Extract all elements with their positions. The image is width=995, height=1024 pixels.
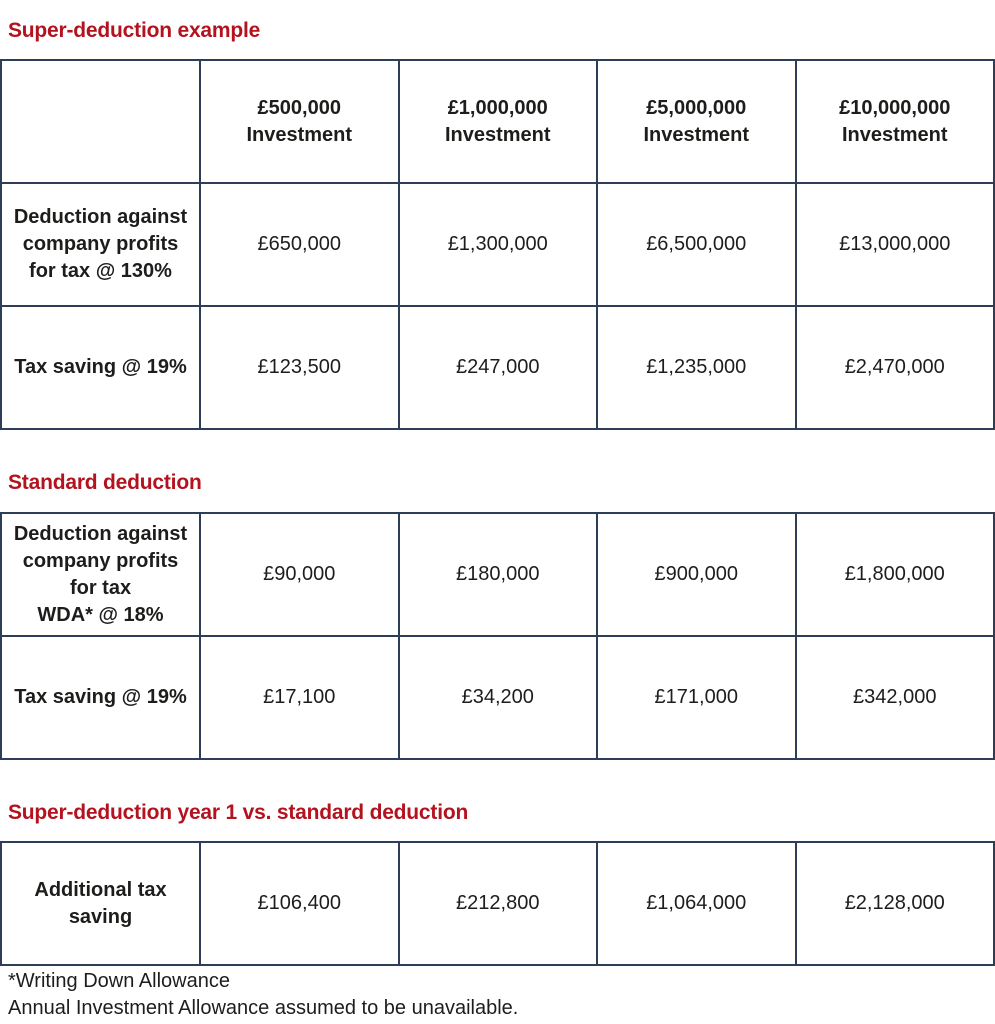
table-cell: £1,300,000 bbox=[399, 183, 598, 306]
table-row bbox=[1, 183, 994, 306]
table-cell: £247,000 bbox=[399, 306, 598, 429]
row-label: Additional tax saving bbox=[1, 842, 200, 965]
table-cell: £180,000 bbox=[399, 513, 598, 636]
column-header: £1,000,000 Investment bbox=[399, 60, 598, 183]
table-cell: £2,128,000 bbox=[796, 842, 995, 965]
row-label: Deduction against company profits for tax WDA* @ 18% bbox=[1, 513, 200, 636]
table-cell: £342,000 bbox=[796, 636, 995, 759]
column-header: £10,000,000 Investment bbox=[796, 60, 995, 183]
table-cell: £1,800,000 bbox=[796, 513, 995, 636]
section-heading-super-deduction-example: Super-deduction example bbox=[8, 19, 261, 42]
table-cell: £90,000 bbox=[200, 513, 399, 636]
table-cell: £171,000 bbox=[597, 636, 796, 759]
table-row bbox=[1, 636, 994, 759]
standard-deduction-table bbox=[0, 512, 995, 760]
super-deduction-table bbox=[0, 59, 995, 430]
table-cell: £13,000,000 bbox=[796, 183, 995, 306]
section-heading-comparison: Super-deduction year 1 vs. standard deduction bbox=[8, 801, 469, 824]
table-cell: £123,500 bbox=[200, 306, 399, 429]
table-row bbox=[1, 513, 994, 636]
table-cell: £1,064,000 bbox=[597, 842, 796, 965]
footnote-aia: Annual Investment Allowance assumed to be unavailable. bbox=[8, 997, 519, 1019]
empty-corner-cell bbox=[1, 60, 200, 183]
table-cell: £2,470,000 bbox=[796, 306, 995, 429]
table-row bbox=[1, 306, 994, 429]
row-label: Deduction against company profits for tax @ 130% bbox=[1, 183, 200, 306]
column-header: £5,000,000 Investment bbox=[597, 60, 796, 183]
table-cell: £212,800 bbox=[399, 842, 598, 965]
column-header: £500,000 Investment bbox=[200, 60, 399, 183]
table-cell: £34,200 bbox=[399, 636, 598, 759]
table-row bbox=[1, 842, 994, 965]
table-cell: £6,500,000 bbox=[597, 183, 796, 306]
table-cell: £900,000 bbox=[597, 513, 796, 636]
row-label: Tax saving @ 19% bbox=[1, 636, 200, 759]
row-label: Tax saving @ 19% bbox=[1, 306, 200, 429]
comparison-table bbox=[0, 841, 995, 966]
table-cell: £106,400 bbox=[200, 842, 399, 965]
section-heading-standard-deduction: Standard deduction bbox=[8, 471, 202, 494]
footnote-wda: *Writing Down Allowance bbox=[8, 970, 230, 992]
table-cell: £17,100 bbox=[200, 636, 399, 759]
table-header-row bbox=[1, 60, 994, 183]
table-cell: £1,235,000 bbox=[597, 306, 796, 429]
table-cell: £650,000 bbox=[200, 183, 399, 306]
